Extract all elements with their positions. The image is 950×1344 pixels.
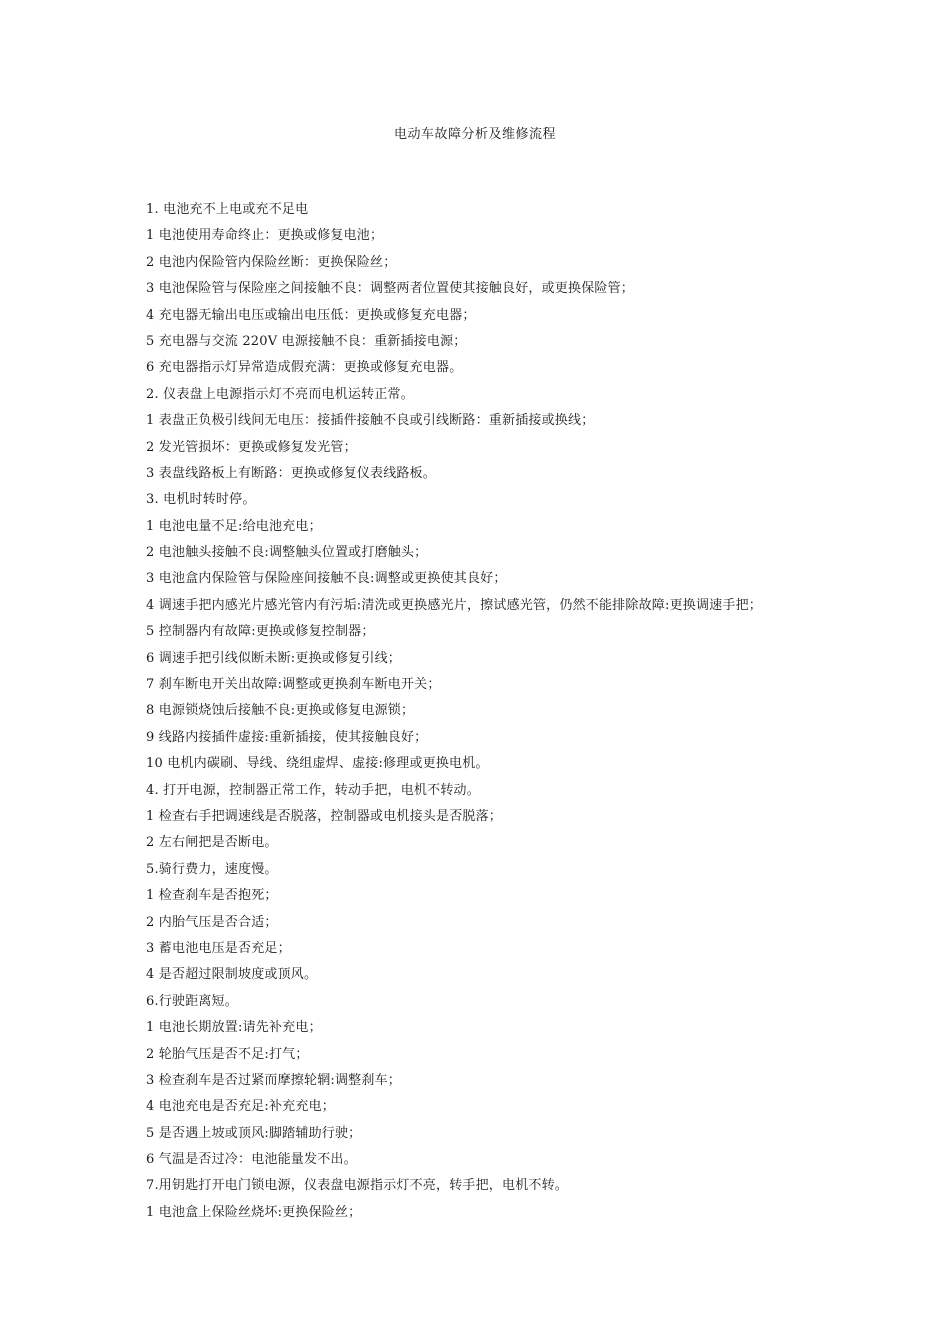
list-item: 1 电池盒上保险丝烧坏:更换保险丝； [146,1204,362,1220]
list-item: 10 电机内碳刷、导线、绕组虚焊、虚接:修理或更换电机。 [146,756,489,772]
list-item: 3 电池保险管与保险座之间接触不良：调整两者位置使其接触良好，或更换保险管； [146,281,635,297]
section-heading: 3. 电机时转时停。 [146,492,256,508]
list-item: 4 充电器无输出电压或输出电压低：更换或修复充电器； [146,307,476,323]
list-item: 5 是否遇上坡或顶风:脚踏辅助行驶； [146,1125,362,1141]
document-title: 电动车故障分析及维修流程 [393,127,556,142]
list-item: 4 调速手把内感光片感光管内有污垢:清洗或更换感光片，擦试感光管，仍然不能排除故障:更换调速手把； [146,597,762,613]
list-item: 1 检查右手把调速线是否脱落，控制器或电机接头是否脱落； [146,808,503,824]
list-item: 6 气温是否过冷：电池能量发不出。 [146,1152,357,1168]
list-item: 3 检查刹车是否过紧而摩擦轮辋:调整刹车； [146,1072,401,1088]
list-item: 1 表盘正负极引线间无电压：接插件接触不良或引线断路：重新插接或换线； [146,413,595,429]
list-item: 2 轮胎气压是否不足:打气； [146,1046,309,1062]
list-item: 4 电池充电是否充足:补充充电； [146,1099,335,1115]
section-heading: 4. 打开电源，控制器正常工作，转动手把，电机不转动。 [146,782,480,798]
list-item: 6 调速手把引线似断未断:更换或修复引线； [146,650,401,666]
list-item: 1 电池电量不足:给电池充电； [146,518,322,534]
section-heading: 5.骑行费力，速度慢。 [146,861,278,877]
list-item: 2 左右闸把是否断电。 [146,835,278,851]
list-item: 4 是否超过限制坡度或顶风。 [146,967,318,983]
list-item: 9 线路内接插件虚接:重新插接，使其接触良好； [146,729,428,745]
list-item: 2 电池内保险管内保险丝断：更换保险丝； [146,254,397,270]
section-heading: 2. 仪表盘上电源指示灯不亮而电机运转正常。 [146,386,414,402]
list-item: 3 蓄电池电压是否充足； [146,940,291,956]
section-heading: 1. 电池充不上电或充不足电 [146,202,309,217]
document-body [146,200,926,1229]
section-heading: 7.用钥匙打开电门锁电源，仪表盘电源指示灯不亮，转手把，电机不转。 [146,1178,569,1194]
list-item: 2 发光管损坏：更换或修复发光管； [146,439,357,455]
list-item: 2 内胎气压是否合适； [146,914,278,930]
section-heading: 6.行驶距离短。 [146,993,239,1009]
list-item: 3 表盘线路板上有断路：更换或修复仪表线路板。 [146,465,437,481]
list-item: 3 电池盒内保险管与保险座间接触不良:调整或更换使其良好； [146,571,507,587]
list-item: 5 控制器内有故障:更换或修复控制器； [146,624,375,640]
list-item: 2 电池触头接触不良:调整触头位置或打磨触头； [146,545,428,561]
list-item: 8 电源锁烧蚀后接触不良:更换或修复电源锁； [146,703,415,719]
list-item: 7 刹车断电开关出故障:调整或更换刹车断电开关； [146,677,441,693]
list-item: 5 充电器与交流 220V 电源接触不良：重新插接电源； [146,333,467,349]
list-item: 1 电池长期放置:请先补充电； [146,1020,322,1036]
list-item: 6 充电器指示灯异常造成假充满：更换或修复充电器。 [146,360,463,376]
list-item: 1 电池使用寿命终止：更换或修复电池； [146,228,384,244]
list-item: 1 检查刹车是否抱死； [146,888,278,904]
